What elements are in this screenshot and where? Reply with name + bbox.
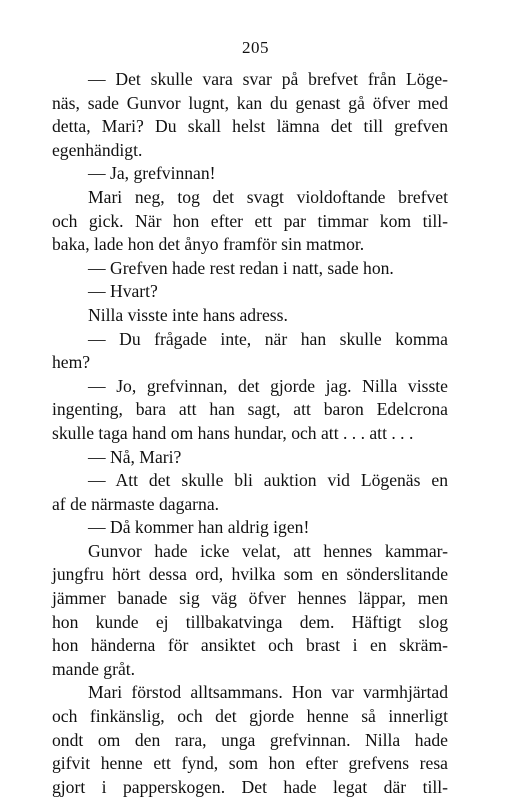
page-number: 205	[242, 38, 269, 57]
text-line: gifvit henne ett fynd, som hon efter grefvens resa	[52, 753, 448, 774]
text-line: och gick. När hon efter ett par timmar kom till-	[52, 210, 448, 231]
text-line: gjort i papperskogen. Det hade legat där till-	[52, 776, 448, 797]
text-line: skulle taga hand om hans hundar, och att . . . att . . .	[52, 422, 414, 443]
text-line: Nilla visste inte hans adress.	[88, 304, 288, 325]
text-line: — Du frågade inte, när han skulle komma	[88, 328, 448, 349]
text-line: hon händerna för ansiktet och brast i en skräm-	[52, 635, 448, 656]
text-line: mande gråt.	[52, 658, 136, 679]
text-line: — Då kommer han aldrig igen!	[88, 517, 310, 538]
text-line: egenhändigt.	[52, 139, 143, 160]
text-line: och finkänslig, och det gjorde henne så innerligt	[52, 706, 448, 727]
text-line: Mari förstod alltsammans. Hon var varmhjärtad	[88, 682, 448, 703]
text-line: — Ja, grefvinnan!	[88, 163, 216, 184]
text-line: Mari neg, tog det svagt violdoftande brefvet	[88, 186, 448, 207]
text-line: baka, lade hon det ånyo framför sin matmor.	[52, 234, 365, 255]
text-line: — Det skulle vara svar på brefvet från Löge-	[88, 69, 448, 89]
text-line: detta, Mari? Du skall helst lämna det till grefven	[52, 116, 448, 137]
text-line: — Hvart?	[88, 281, 158, 302]
text-line: jämmer banade sig väg öfver hennes läppar, men	[52, 588, 448, 609]
text-line: af de närmaste dagarna.	[52, 493, 220, 514]
body-text	[52, 68, 448, 799]
text-line: ingenting, bara att han sagt, att baron Edelcrona	[52, 399, 448, 420]
text-line: — Jo, grefvinnan, det gjorde jag. Nilla visste	[88, 375, 448, 396]
text-line: — Grefven hade rest redan i natt, sade hon.	[88, 257, 394, 278]
text-line: hon kunde ej tillbakatvinga dem. Häftigt slog	[52, 611, 448, 632]
text-line: — Att det skulle bli auktion vid Lögenäs en	[88, 470, 448, 491]
text-line: hem?	[52, 352, 91, 373]
text-line: jungfru hört dessa ord, hvilka som en sönderslitande	[52, 564, 448, 585]
text-line: Gunvor hade icke velat, att hennes kammar-	[88, 540, 448, 561]
text-line: — Nå, Mari?	[88, 446, 182, 467]
text-line: ondt om den rara, unga grefvinnan. Nilla hade	[52, 729, 448, 750]
text-line: näs, sade Gunvor lugnt, kan du genast gå öfver med	[52, 92, 448, 113]
